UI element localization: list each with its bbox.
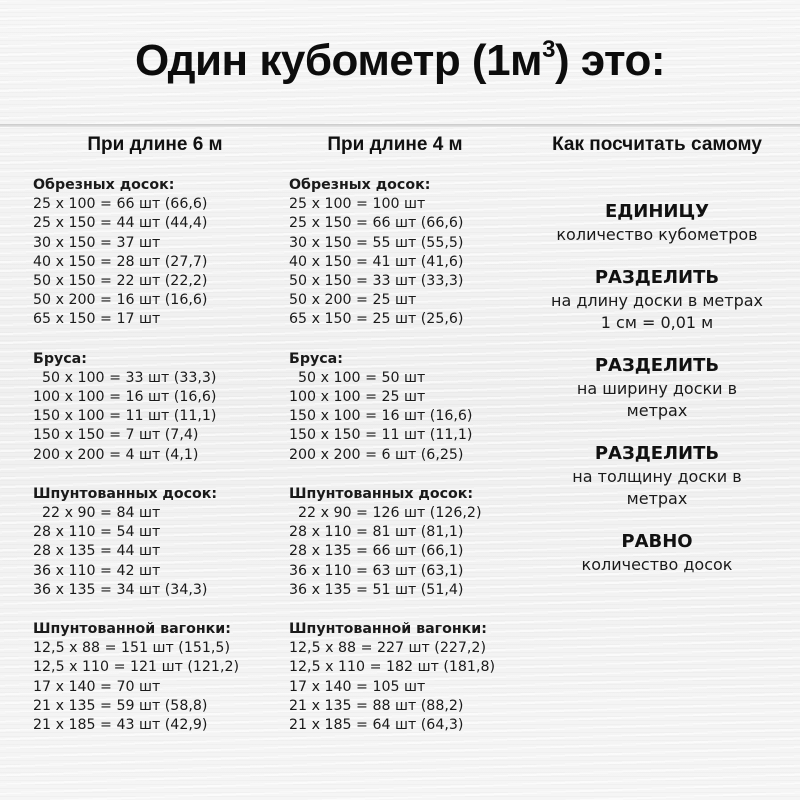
list-item: 25 x 150 = 44 шт (44,4) bbox=[33, 215, 208, 232]
list-item: 21 x 185 = 64 шт (64,3) bbox=[289, 717, 464, 734]
list-item: 40 x 150 = 28 шт (27,7) bbox=[33, 253, 208, 270]
step-desc: на длину доски в метрах bbox=[550, 291, 764, 310]
step-desc: количество кубометров bbox=[556, 225, 758, 244]
section-title: Бруса: bbox=[33, 350, 87, 367]
list-item: 50 x 100 = 33 шт (33,3) bbox=[33, 369, 217, 386]
list-item: 12,5 x 110 = 121 шт (121,2) bbox=[33, 659, 240, 676]
superscript-3: 3 bbox=[542, 36, 555, 63]
list-item: 12,5 x 110 = 182 шт (181,8) bbox=[289, 659, 496, 676]
section-title: Обрезных досок: bbox=[33, 177, 175, 193]
list-item: 25 x 100 = 100 шт bbox=[289, 196, 426, 213]
list-item: 22 x 90 = 84 шт bbox=[33, 505, 161, 522]
section-tongue-groove-boards bbox=[33, 485, 278, 600]
list-item: 17 x 140 = 105 шт bbox=[289, 678, 426, 695]
list-item: 22 x 90 = 126 шт (126,2) bbox=[289, 505, 482, 522]
list-item: 30 x 150 = 55 шт (55,5) bbox=[289, 234, 464, 251]
page-title: Один кубометр $(1м^3)$ это: bbox=[134, 36, 666, 85]
section-beams bbox=[289, 350, 524, 465]
list-item: 50 x 200 = 25 шт bbox=[289, 292, 417, 309]
list-item: 36 x 110 = 42 шт bbox=[33, 562, 161, 579]
list-item: 21 x 135 = 59 шт (58,8) bbox=[33, 697, 208, 714]
list-item: 150 x 100 = 16 шт (16,6) bbox=[289, 408, 473, 425]
step-divide-length bbox=[522, 266, 792, 334]
list-item: 150 x 150 = 11 шт (11,1) bbox=[289, 427, 473, 444]
list-item: 50 x 200 = 16 шт (16,6) bbox=[33, 292, 208, 309]
list-item: 17 x 140 = 70 шт bbox=[33, 678, 161, 695]
section-beams bbox=[33, 350, 278, 465]
list-item: 36 x 135 = 51 шт (51,4) bbox=[289, 581, 464, 598]
step-verb: РАЗДЕЛИТЬ bbox=[594, 443, 720, 464]
step-verb: ЕДИНИЦУ bbox=[604, 201, 710, 222]
list-item: 28 x 135 = 66 шт (66,1) bbox=[289, 543, 464, 560]
section-lining bbox=[289, 620, 524, 735]
list-item: 25 x 150 = 66 шт (66,6) bbox=[289, 215, 464, 232]
list-item: 50 x 100 = 50 шт bbox=[289, 369, 426, 386]
list-item: 21 x 135 = 88 шт (88,2) bbox=[289, 697, 464, 714]
list-item: 36 x 110 = 63 шт (63,1) bbox=[289, 562, 464, 579]
list-item: 12,5 x 88 = 151 шт (151,5) bbox=[33, 640, 230, 657]
section-lining bbox=[33, 620, 278, 735]
step-verb: РАЗДЕЛИТЬ bbox=[594, 267, 720, 288]
step-desc: на толщину доски в bbox=[572, 467, 742, 486]
step-desc: на ширину доски в bbox=[576, 379, 738, 398]
step-divide-width bbox=[522, 354, 792, 422]
list-item: 100 x 100 = 25 шт bbox=[289, 389, 426, 406]
list-item: 25 x 100 = 66 шт (66,6) bbox=[33, 196, 208, 213]
list-item: 28 x 110 = 81 шт (81,1) bbox=[289, 524, 464, 541]
step-equals bbox=[522, 530, 792, 576]
list-item: 200 x 200 = 4 шт (4,1) bbox=[33, 446, 199, 463]
step-desc-note: 1 см = 0,01 м bbox=[600, 313, 714, 332]
section-title: Шпунтованной вагонки: bbox=[33, 621, 231, 638]
list-item: 12,5 x 88 = 227 шт (227,2) bbox=[289, 640, 486, 657]
step-desc: метрах bbox=[626, 401, 688, 420]
step-desc: метрах bbox=[626, 489, 688, 508]
plank-seam-top bbox=[0, 124, 800, 127]
step-verb: РАВНО bbox=[621, 531, 693, 552]
section-tongue-groove-boards bbox=[289, 485, 524, 600]
column-heading-howto: Как посчитать самому bbox=[552, 134, 762, 155]
list-item: 200 x 200 = 6 шт (6,25) bbox=[289, 446, 464, 463]
column-4m bbox=[289, 176, 524, 755]
list-item: 40 x 150 = 41 шт (41,6) bbox=[289, 253, 464, 270]
column-heading-6m: При длине 6 м bbox=[87, 134, 223, 155]
section-title: Обрезных досок: bbox=[289, 177, 431, 193]
list-item: 28 x 110 = 54 шт bbox=[33, 524, 161, 541]
list-item: 150 x 150 = 7 шт (7,4) bbox=[33, 427, 199, 444]
list-item: 21 x 185 = 43 шт (42,9) bbox=[33, 717, 208, 734]
column-heading-4m: При длине 4 м bbox=[327, 134, 463, 155]
step-verb: РАЗДЕЛИТЬ bbox=[594, 355, 720, 376]
list-item: 30 x 150 = 37 шт bbox=[33, 234, 161, 251]
list-item: 65 x 150 = 17 шт bbox=[33, 311, 161, 328]
section-title: Шпунтованных досок: bbox=[289, 485, 474, 502]
section-edged-boards bbox=[289, 176, 524, 330]
list-item: 65 x 150 = 25 шт (25,6) bbox=[289, 311, 464, 328]
list-item: 28 x 135 = 44 шт bbox=[33, 543, 161, 560]
list-item: 36 x 135 = 34 шт (34,3) bbox=[33, 581, 208, 598]
list-item: 150 x 100 = 11 шт (11,1) bbox=[33, 408, 217, 425]
section-title: Бруса: bbox=[289, 350, 343, 367]
column-6m bbox=[33, 176, 278, 755]
list-item: 50 x 150 = 33 шт (33,3) bbox=[289, 273, 464, 290]
list-item: 50 x 150 = 22 шт (22,2) bbox=[33, 273, 208, 290]
step-unit bbox=[522, 200, 792, 246]
howto-steps bbox=[522, 200, 792, 596]
section-title: Шпунтованных досок: bbox=[33, 485, 218, 502]
list-item: 100 x 100 = 16 шт (16,6) bbox=[33, 389, 217, 406]
step-desc: количество досок bbox=[581, 555, 733, 574]
section-title: Шпунтованной вагонки: bbox=[289, 621, 487, 638]
section-edged-boards bbox=[33, 176, 278, 330]
step-divide-thickness bbox=[522, 442, 792, 510]
